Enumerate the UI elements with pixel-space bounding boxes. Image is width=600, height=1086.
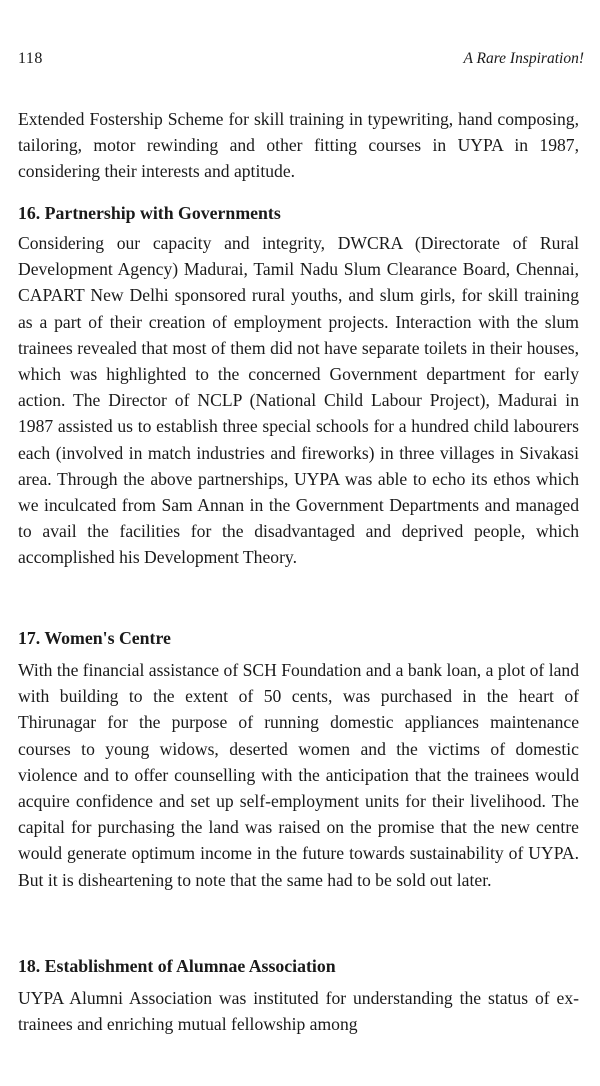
section-heading-partnership: 16. Partnership with Governments [18, 203, 281, 223]
section-paragraph-alumnae-association: UYPA Alumni Association was instituted for understanding the status of ex-trainees and enriching mutual fellowship among [18, 988, 579, 1035]
section-paragraph-womens-centre: With the financial assistance of SCH Foundation and a bank loan, a plot of land with building to the extent of 50 cents, was purchased in the heart of Thirunagar for the purpose of running domestic appliances maintenance courses to young widows, deserted women and the victims of domestic violence and to offer counselling with the anticipation that the trainees would acquire confidence and set up self-employment units for their livelihood. The capital for purchasing the land was raised on the promise that the new centre would generate optimum income in the future towards sustainability of UYPA. But it is disheartening to note that the same had to be sold out later. [18, 660, 579, 890]
section-heading-womens-centre: 17. Women's Centre [18, 628, 171, 648]
section-heading-alumnae-association: 18. Establishment of Alumnae Association [18, 956, 336, 976]
section-paragraph-partnership: Considering our capacity and integrity, DWCRA (Directorate of Rural Development Agency) Madurai, Tamil Nadu Slum Clearance Board, Chennai, CAPART New Delhi sponsored rural youths, and slum girls, for skill training as a part of their creation of employment projects. Interaction with the slum trainees revealed that most of them did not have separate toilets in their houses, which was highlighted to the concerned Government department for early action. The Director of NCLP (National Child Labour Project), Madurai in 1987 assisted us to establish three special schools for a hundred child labourers each (involved in match industries and fireworks) in three villages in Sivakasi area. Through the above partnerships, UYPA was able to echo its ethos which we inculcated from Sam Annan in the Government Departments and managed to avail the facilities for the disadvantaged and deprived people, which accomplished his Development Theory. [18, 233, 579, 568]
running-title: A Rare Inspiration! [463, 50, 584, 67]
running-head [18, 50, 584, 74]
page-number: 118 [18, 50, 43, 67]
intro-paragraph: Extended Fostership Scheme for skill training in typewriting, hand composing, tailoring, motor rewinding and other fitting courses in UYPA in 1987, considering their interests and aptitude. [18, 109, 579, 182]
